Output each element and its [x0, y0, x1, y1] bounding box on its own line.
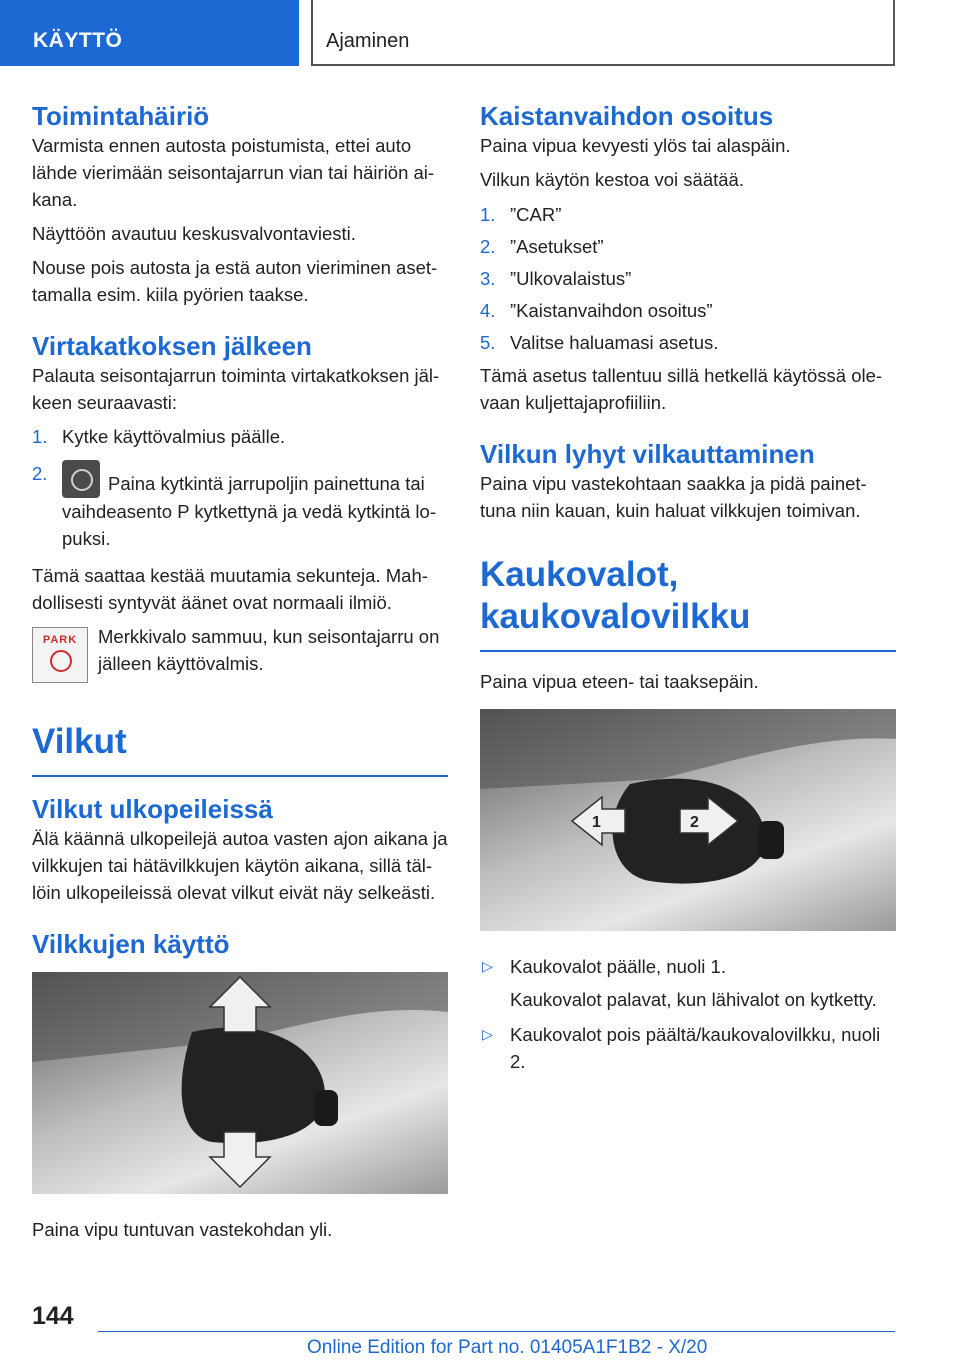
step-text: Paina kytkintä jarrupoljin painettuna tai vaihdeasento P kytkettynä ja vedä kytkintä lopuksi.: [62, 473, 436, 549]
step-text: ”Kaistanvaihdon osoitus”: [510, 300, 713, 321]
step-text: Valitse haluamasi asetus.: [510, 332, 719, 353]
step-number: 2.: [480, 236, 496, 257]
list-item: [32, 460, 448, 552]
park-icon-label: PARK: [42, 634, 78, 646]
lane-change-text-2: Vilkun käytön kestoa voi säätää.: [480, 169, 744, 190]
power-outage-intro: Palauta seisontajarrun toiminta virtakatkoksen jälkeen seuraavasti:: [32, 365, 440, 413]
step-text: Kytke käyttövalmius päälle.: [62, 426, 286, 447]
bullet-text: Kaukovalot päälle, nuoli 1.: [510, 956, 726, 977]
step-number: 3.: [480, 268, 496, 289]
section-title: KÄYTTÖ: [33, 29, 123, 52]
power-outage-note: Tämä saattaa kestää muutamia sekunteja. Mahdollisesti syntyvät äänet ovat normaali ilmiö.: [32, 565, 428, 613]
left-column: [32, 100, 448, 1250]
list-item: [480, 297, 896, 324]
bullet-triangle-icon: ▷: [482, 1026, 493, 1042]
high-beam-intro: Paina vipua eteen- tai taaksepäin.: [480, 671, 759, 692]
chapter-tab: [311, 0, 895, 66]
lane-change-heading: Kaistanvaihdon osoitus: [480, 101, 774, 131]
footer-divider: [98, 1331, 895, 1332]
short-blink-heading: Vilkun lyhyt vilkauttaminen: [480, 439, 815, 469]
malfunction-heading: Toimintahäiriö: [32, 101, 210, 131]
step-number: 2.: [32, 463, 48, 484]
arrow-2-label: 2: [690, 814, 699, 831]
bullet-text: Kaukovalot pois päältä/kaukovalovilkku, nuoli 2.: [510, 1024, 881, 1072]
malfunction-text-2: Näyttöön avautuu keskusvalvontaviesti.: [32, 223, 356, 244]
list-item: [480, 329, 896, 356]
turn-signals-heading: Vilkut: [32, 721, 448, 777]
park-indicator-icon: [32, 627, 88, 683]
signal-usage-heading: Vilkkujen käyttö: [32, 929, 230, 959]
arrow-1-label: 1: [592, 814, 601, 831]
step-text: ”Ulkovalaistus”: [510, 268, 632, 289]
malfunction-text-1: Varmista ennen autosta poistumista, ettei auto lähde vierimään seisontajarrun vian tai häiriön aikana.: [32, 135, 435, 210]
step-number: 1.: [32, 426, 48, 447]
power-outage-steps: [32, 423, 448, 552]
step-number: 1.: [480, 204, 496, 225]
malfunction-text-3: Nouse pois autosta ja estä auton vieriminen asettamalla esim. kiila pyörien taakse.: [32, 257, 438, 305]
mirror-signals-heading: Vilkut ulkopeileissä: [32, 794, 273, 824]
park-indicator-text: Merkkivalo sammuu, kun seisontajarru on jälleen käyttövalmis.: [98, 626, 440, 674]
step-number: 5.: [480, 332, 496, 353]
right-column: [480, 100, 896, 1083]
high-beam-heading: Kaukovalot, kaukovalovilkku: [480, 554, 896, 652]
mirror-signals-text: Älä käännä ulkopeilejä autoa vasten ajon aikana ja vilkkujen tai hätävilkkujen käytön aikana, sillä tällöin ulkopeileissä olevat vilkut eivät näy selkeästi.: [32, 828, 448, 903]
signal-usage-caption: Paina vipu tuntuvan vastekohdan yli.: [32, 1219, 333, 1240]
high-beam-bullets: [480, 953, 896, 1075]
power-outage-heading: Virtakatkoksen jälkeen: [32, 331, 312, 361]
list-item: [480, 265, 896, 292]
lane-change-text-1: Paina vipua kevyesti ylös tai alaspäin.: [480, 135, 791, 156]
lane-change-note: Tämä asetus tallentuu sillä hetkellä käytössä olevaan kuljettajaprofiiliin.: [480, 365, 883, 413]
list-item: [480, 201, 896, 228]
step-text: ”CAR”: [510, 204, 562, 225]
step-text: ”Asetukset”: [510, 236, 604, 257]
list-item: [480, 233, 896, 260]
edition-note: Online Edition for Part no. 01405A1F1B2 - X/20: [307, 1337, 708, 1358]
list-item: [480, 953, 896, 1013]
step-number: 4.: [480, 300, 496, 321]
page-number: 144: [32, 1302, 74, 1330]
high-beam-lever-illustration: [480, 709, 896, 931]
list-item: [480, 1021, 896, 1075]
list-item: [32, 423, 448, 450]
lane-change-steps: [480, 201, 896, 356]
park-circle-icon: [50, 650, 72, 672]
park-indicator-note: [32, 623, 448, 685]
chapter-title: Ajaminen: [326, 30, 410, 52]
short-blink-text: Paina vipu vastekohtaan saakka ja pidä painettuna niin kauan, kuin haluat vilkkujen toimivan.: [480, 473, 867, 521]
parking-brake-button-icon: [62, 460, 100, 498]
bullet-triangle-icon: ▷: [482, 958, 493, 974]
bullet-subtext: Kaukovalot palavat, kun lähivalot on kytketty.: [510, 989, 877, 1010]
section-tab: [0, 0, 299, 66]
turn-signal-lever-illustration: [32, 972, 448, 1194]
